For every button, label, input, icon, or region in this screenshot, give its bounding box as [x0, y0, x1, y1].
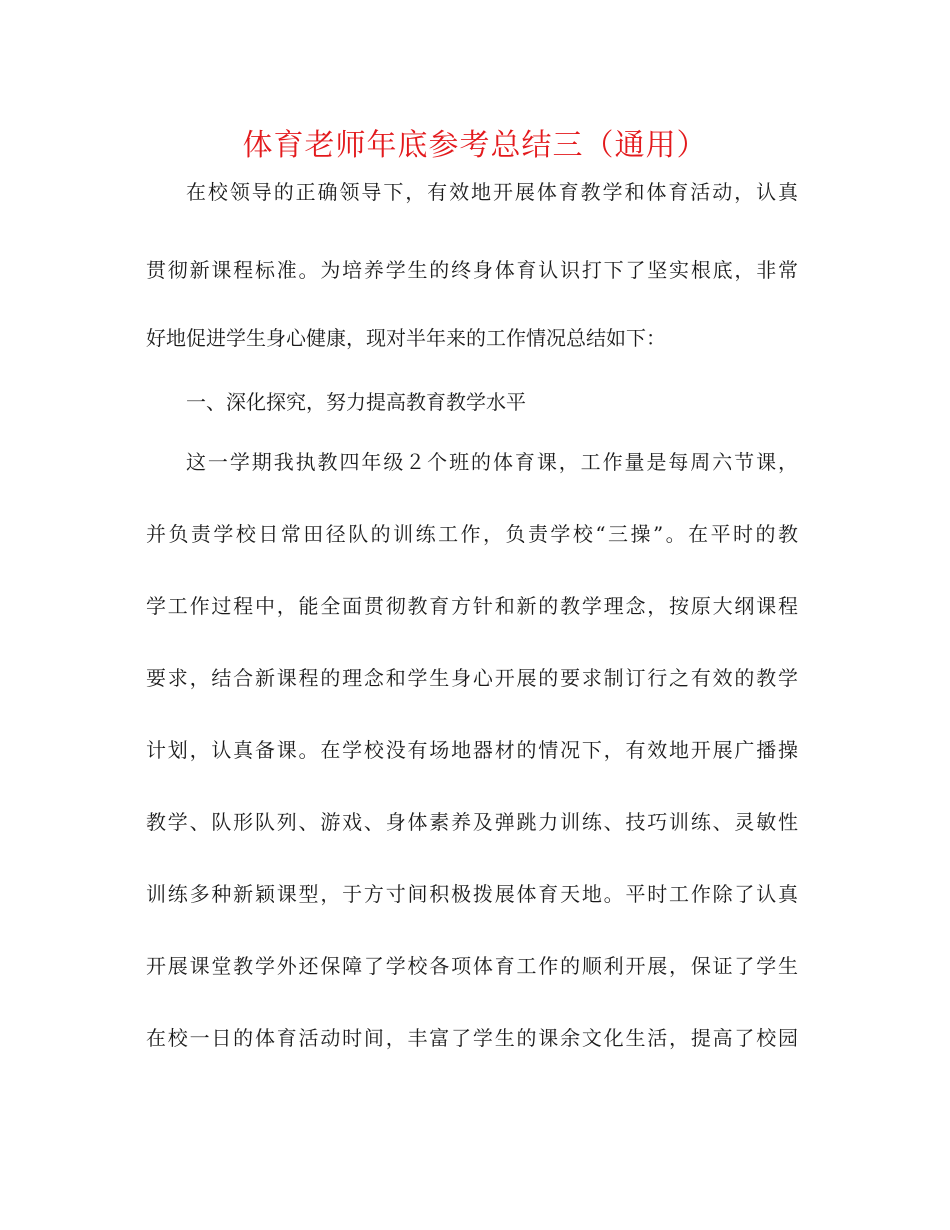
paragraph-line: 并负责学校日常田径队的训练工作，负责学校“三操”。在平时的教	[146, 522, 798, 546]
paragraph-line: 在校一日的体育活动时间，丰富了学生的课余文化生活，提高了校园	[146, 1026, 798, 1050]
paragraph-line: 贯彻新课程标准。为培养学生的终身体育认识打下了坚实根底，非常	[146, 258, 798, 282]
document-title: 体育老师年底参考总结三（通用）	[242, 128, 708, 163]
paragraph-line: 开展课堂教学外还保障了学校各项体育工作的顺利开展，保证了学生	[146, 954, 798, 978]
paragraph-line: 在校领导的正确领导下，有效地开展体育教学和体育活动，认真	[186, 180, 798, 204]
paragraph-line: 好地促进学生身心健康，现对半年来的工作情况总结如下：	[146, 326, 666, 350]
paragraph-line: 这一学期我执教四年级２个班的体育课，工作量是每周六节课，	[186, 450, 798, 474]
paragraph-line: 教学、队形队列、游戏、身体素养及弹跳力训练、技巧训练、灵敏性	[146, 810, 798, 834]
paragraph-line: 计划，认真备课。在学校没有场地器材的情况下，有效地开展广播操	[146, 738, 798, 762]
paragraph-line: 学工作过程中，能全面贯彻教育方针和新的教学理念，按原大纲课程	[146, 594, 798, 618]
paragraph-line: 要求，结合新课程的理念和学生身心开展的要求制订行之有效的教学	[146, 666, 798, 690]
section-heading: 一、深化探究，努力提高教育教学水平	[186, 390, 526, 414]
paragraph-line: 训练多种新颖课型，于方寸间积极拨展体育天地。平时工作除了认真	[146, 882, 798, 906]
